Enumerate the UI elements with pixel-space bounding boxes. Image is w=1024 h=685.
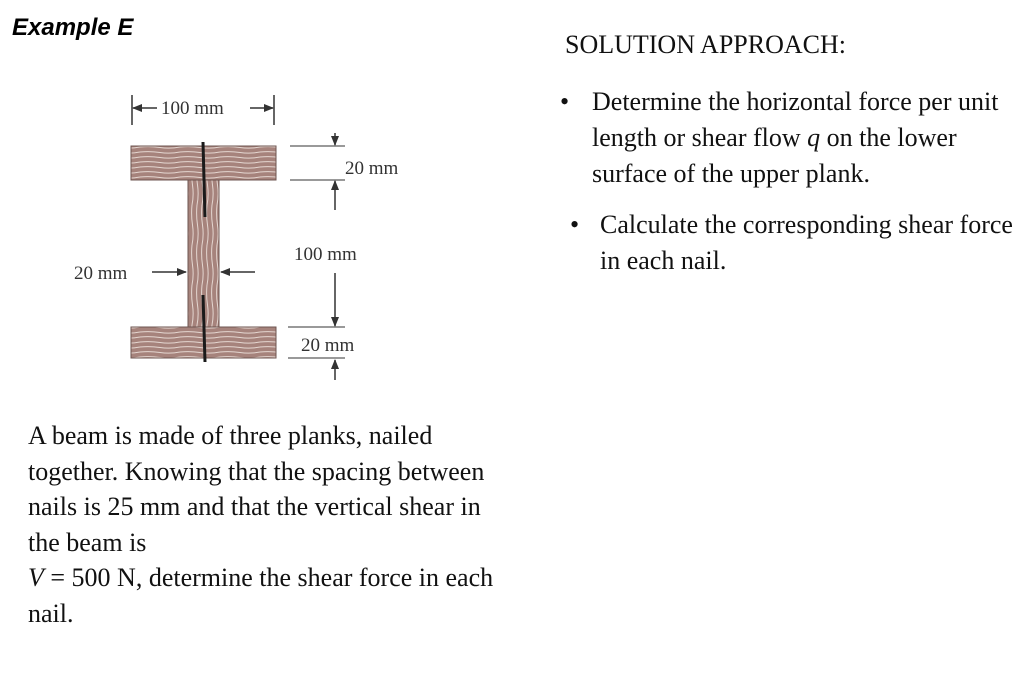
shear-flow-symbol-q: q xyxy=(807,123,821,152)
bottom-nail xyxy=(203,295,205,362)
shear-symbol-v: V xyxy=(28,563,44,592)
bullet-2-text: Calculate the corresponding shear force in each nail. xyxy=(600,210,1013,275)
problem-text-part1: A beam is made of three planks, nailed together. Knowing that the spacing between nails is 25 mm and that the vertical shear in the beam is xyxy=(28,421,485,557)
solution-bullet-2 xyxy=(560,207,1015,279)
solution-heading: SOLUTION APPROACH: xyxy=(565,30,846,59)
solution-bullet-1 xyxy=(560,84,1015,192)
dim-top-width-label: 100 mm xyxy=(161,98,224,119)
dim-bottom-flange-label: 20 mm xyxy=(301,335,355,356)
i-beam-diagram xyxy=(60,85,440,390)
bullet-1-text-before: Determine the horizontal force per unit length or shear flow xyxy=(592,87,999,152)
example-title: Example E xyxy=(12,14,134,41)
top-nail xyxy=(203,142,205,217)
dim-web-height-label: 100 mm xyxy=(294,244,357,265)
bullet-dot-icon: • xyxy=(560,87,570,116)
bullet-1-text-after: on the lower surface of the upper plank. xyxy=(592,123,957,188)
problem-text-part2: = 500 N, determine the shear force in each nail. xyxy=(28,563,494,628)
problem-statement xyxy=(28,418,508,631)
dim-top-flange-label: 20 mm xyxy=(345,158,399,179)
dim-web-thickness-label: 20 mm xyxy=(74,263,128,284)
solution-bullet-list xyxy=(560,84,1015,279)
bullet-dot-icon: • xyxy=(570,210,580,239)
